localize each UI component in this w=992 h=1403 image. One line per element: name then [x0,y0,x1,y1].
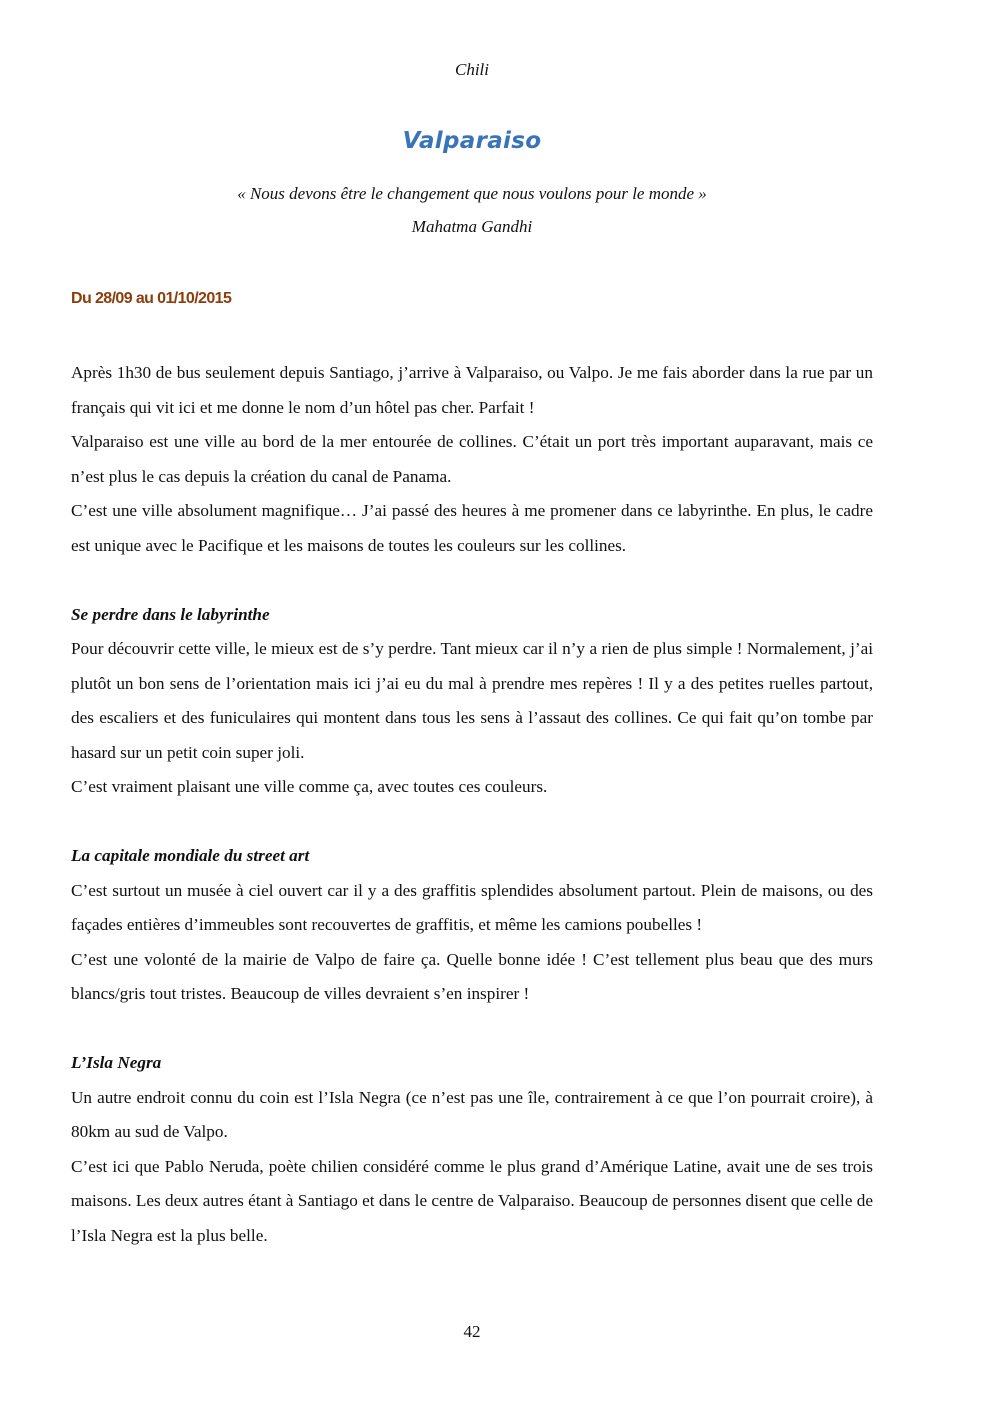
paragraph-spacer [71,563,873,598]
epigraph-quote: « Nous devons être le changement que nous voulons pour le monde » [237,184,707,203]
running-header: Chili [454,60,489,79]
body-text [71,356,873,1253]
paragraph: C’est vraiment plaisant une ville comme ça, avec toutes ces couleurs. [71,777,548,796]
paragraph: Valparaiso est une ville au bord de la mer entourée de collines. C’était un port très important auparavant, mais ce n’est plus le cas depuis la création du canal de Panama. [71,432,873,486]
section-heading: La capitale mondiale du street art [71,846,310,865]
paragraph-spacer [71,805,873,840]
paragraph: Après 1h30 de bus seulement depuis Santiago, j’arrive à Valparaiso, ou Valpo. Je me fais aborder dans la rue par un français qui vit ici et me donne le nom d’un hôtel pas cher. Parfait ! [71,363,873,417]
paragraph: C’est une ville absolument magnifique… J’ai passé des heures à me promener dans ce labyrinthe. En plus, le cadre est unique avec le Pacifique et les maisons de toutes les couleurs sur les collines. [71,501,873,555]
paragraph: Pour découvrir cette ville, le mieux est de s’y perdre. Tant mieux car il n’y a rien de plus simple ! Normalement, j’ai plutôt un bon sens de l’orientation mais ici j’ai eu du mal à prendre mes repères ! Il y a des petites ruelles partout, des escaliers et des funiculaires qui montent dans tous les sens à l’assaut des collines. Ce qui fait qu’on tombe par hasard sur un petit coin super joli. [71,639,873,762]
paragraph: C’est une volonté de la mairie de Valpo de faire ça. Quelle bonne idée ! C’est tellement plus beau que des murs blancs/gris tout tristes. Beaucoup de villes devraient s’en inspirer ! [71,949,873,1003]
paragraph: C’est ici que Pablo Neruda, poète chilien considéré comme le plus grand d’Amérique Latine, avait une de ses trois maisons. Les deux autres étant à Santiago et dans le centre de Valparaiso. Beaucoup de personnes disent que celle de l’Isla Negra est la plus belle. [71,1156,873,1245]
paragraph-spacer [71,1012,873,1047]
page-number: 42 [463,1322,481,1341]
chapter-title: Valparaiso [402,128,542,154]
epigraph-author: Mahatma Gandhi [411,217,533,236]
paragraph: Un autre endroit connu du coin est l’Isla Negra (ce n’est pas une île, contrairement à ce que l’on pourrait croire), à 80km au sud de Valpo. [71,1087,873,1141]
paragraph: C’est surtout un musée à ciel ouvert car il y a des graffitis splendides absolument partout. Plein de maisons, ou des façades entières d’immeubles sont recouvertes de graffitis, et même les camions poubelles ! [71,880,873,934]
section-heading: Se perdre dans le labyrinthe [71,604,270,624]
date-heading: Du 28/09 au 01/10/2015 [71,290,232,307]
section-heading: L’Isla Negra [71,1053,162,1072]
